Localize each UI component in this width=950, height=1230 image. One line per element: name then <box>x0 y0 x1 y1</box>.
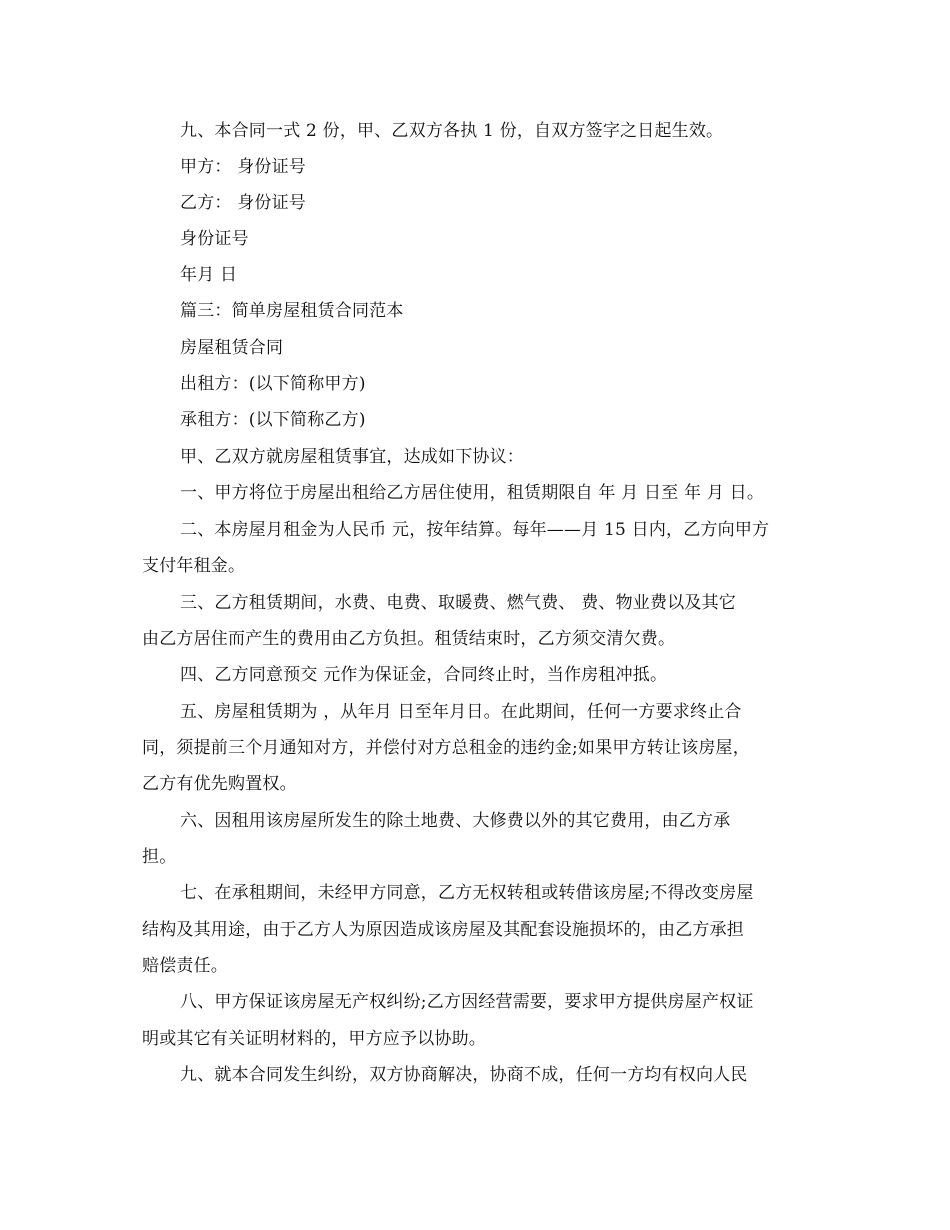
clause-eight-line-1: 八、甲方保证该房屋无产权纠纷;乙方因经营需要，要求甲方提供房屋产权证 <box>180 992 754 1012</box>
lessor-line: 出租方：(以下简称甲方) <box>180 374 366 394</box>
date-line: 年月 日 <box>180 265 238 285</box>
clause-seven-line-2: 结构及其用途，由于乙方人为原因造成该房屋及其配套设施损坏的，由乙方承担 <box>142 920 744 940</box>
id-number-line: 身份证号 <box>180 229 249 249</box>
clause-six-line-1: 六、因租用该房屋所发生的除土地费、大修费以外的其它费用，由乙方承 <box>180 811 731 831</box>
clause-five-line-1: 五、房屋租赁期为 ，从年月 日至年月日。在此期间，任何一方要求终止合 <box>180 702 742 722</box>
clause-three-line-1: 三、乙方租赁期间，水费、电费、取暖费、燃气费、 费、物业费以及其它 <box>180 593 737 613</box>
clause-seven-line-1: 七、在承租期间，未经甲方同意，乙方无权转租或转借该房屋;不得改变房屋 <box>180 883 754 903</box>
party-a-id-line: 甲方： 身份证号 <box>180 157 307 177</box>
clause-six-line-2: 担。 <box>142 847 177 867</box>
clause-seven-line-3: 赔偿责任。 <box>142 956 228 976</box>
clause-three-line-2: 由乙方居住而产生的费用由乙方负担。租赁结束时，乙方须交清欠费。 <box>142 629 676 649</box>
clause-two-line-1: 二、本房屋月租金为人民币 元，按年结算。每年——月 15 日内，乙方向甲方 <box>180 520 770 540</box>
clause-nine-dispute: 九、就本合同发生纠纷，双方协商解决，协商不成，任何一方均有权向人民 <box>180 1065 748 1085</box>
contract-title: 房屋租赁合同 <box>180 338 284 358</box>
clause-one: 一、甲方将位于房屋出租给乙方居住使用，租赁期限自 年 月 日至 年 月 日。 <box>180 483 765 503</box>
clause-four: 四、乙方同意预交 元作为保证金，合同终止时，当作房租冲抵。 <box>180 665 668 685</box>
clause-eight-line-2: 明或其它有关证明材料的，甲方应予以协助。 <box>142 1029 486 1049</box>
clause-five-line-3: 乙方有优先购置权。 <box>142 774 297 794</box>
party-b-id-line: 乙方： 身份证号 <box>180 193 307 213</box>
section-heading: 篇三：简单房屋租赁合同范本 <box>180 301 404 321</box>
lessee-line: 承租方：(以下简称乙方) <box>180 410 366 430</box>
clause-five-line-2: 同，须提前三个月通知对方，并偿付对方总租金的违约金;如果甲方转让该房屋， <box>142 738 750 758</box>
clause-nine-copies: 九、本合同一式 2 份，甲、乙双方各执 1 份，自双方签字之日起生效。 <box>180 121 724 141</box>
clause-two-line-2: 支付年租金。 <box>142 556 246 576</box>
agreement-intro: 甲、乙双方就房屋租赁事宜，达成如下协议： <box>180 447 524 467</box>
